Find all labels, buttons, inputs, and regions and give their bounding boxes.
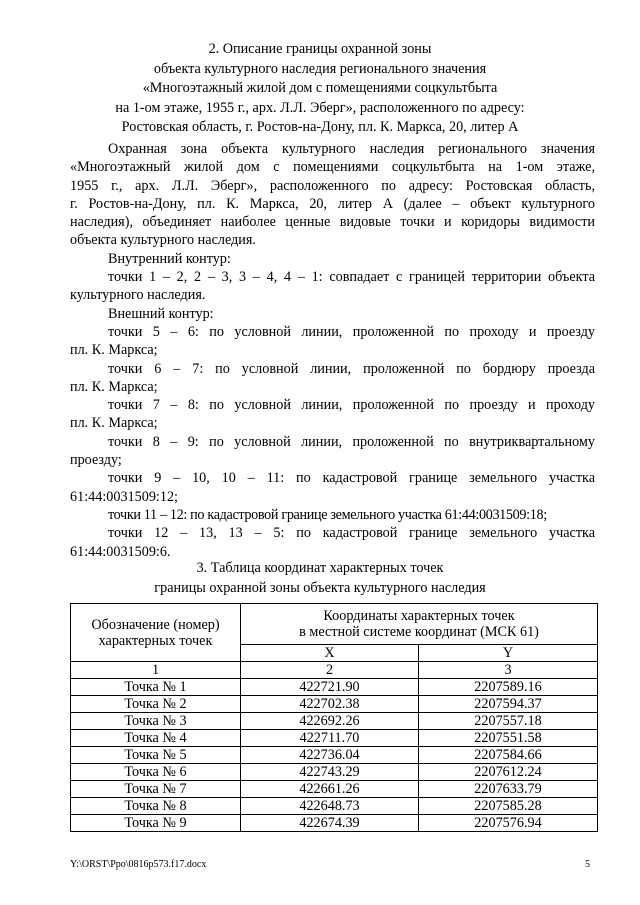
- point-label: Точка № 8: [71, 798, 241, 815]
- point-label: Точка № 6: [71, 764, 241, 781]
- intro-line: г. Ростов-на-Дону, пл. К. Маркса, 20, литер А (далее – объект культурного: [70, 195, 595, 212]
- outer-item-line: точки 7 – 8: по условной линии, проложенной по проезду и проходу: [108, 397, 595, 414]
- inner-contour-label: Внутренний контур:: [108, 250, 231, 267]
- table-row: [71, 798, 598, 815]
- intro-line: наследия), объединяет наиболее ценные видовые точки и коридоры видимости: [70, 214, 595, 231]
- outer-item-line: точки 8 – 9: по условной линии, проложенной по внутриквартальному: [108, 433, 595, 450]
- y-value: 2207584.66: [419, 747, 598, 764]
- footer-page-number: 5: [585, 859, 590, 870]
- x-value: 422674.39: [241, 815, 419, 832]
- column-number-row: [71, 662, 598, 679]
- x-value: 422711.70: [241, 730, 419, 747]
- table-row: [71, 679, 598, 696]
- table-row: [71, 730, 598, 747]
- header-line: характерных точек: [98, 632, 213, 649]
- x-value: 422692.26: [241, 713, 419, 730]
- outer-item-line: точки 11 – 12: по кадастровой границе земельного участка 61:44:0031509:18;: [108, 506, 547, 523]
- table-row: [71, 815, 598, 832]
- heading-line: 3. Таблица координат характерных точек: [196, 560, 444, 576]
- column-number: 3: [419, 662, 598, 679]
- table-row: [71, 713, 598, 730]
- column-number: 2: [241, 662, 419, 679]
- x-value: 422743.29: [241, 764, 419, 781]
- x-value: 422661.26: [241, 781, 419, 798]
- x-value: 422702.38: [241, 696, 419, 713]
- table-body: [71, 604, 598, 832]
- table-row: [71, 781, 598, 798]
- point-label: Точка № 3: [71, 713, 241, 730]
- table-header-row: [71, 604, 598, 645]
- intro-line: «Многоэтажный жилой дом с помещениями соцкультбыта на 1-ом этаже,: [70, 159, 595, 176]
- column-number: 1: [71, 662, 241, 679]
- table-row: [71, 747, 598, 764]
- y-value: 2207589.16: [419, 679, 598, 696]
- x-header: X: [241, 645, 419, 662]
- y-value: 2207576.94: [419, 815, 598, 832]
- y-value: 2207551.58: [419, 730, 598, 747]
- heading-line: «Многоэтажный жилой дом с помещениями соцкультбыта: [142, 80, 498, 96]
- point-label: Точка № 5: [71, 747, 241, 764]
- outer-item-line: пл. К. Маркса;: [70, 378, 158, 395]
- outer-contour-label: Внешний контур:: [108, 305, 214, 322]
- point-designation-header: [71, 604, 241, 662]
- coordinates-header: [241, 604, 598, 645]
- heading-line: 2. Описание границы охранной зоны: [208, 41, 432, 57]
- point-label: Точка № 4: [71, 730, 241, 747]
- y-value: 2207633.79: [419, 781, 598, 798]
- footer-file-path: Y:\ORST\Ppo\0816p573.f17.docx: [70, 859, 207, 870]
- heading-line: границы охранной зоны объекта культурного наследия: [154, 579, 486, 596]
- point-label: Точка № 2: [71, 696, 241, 713]
- heading-line: на 1-ом этаже, 1955 г., арх. Л.Л. Эберг», расположенного по адресу:: [115, 99, 525, 116]
- y-value: 2207557.18: [419, 713, 598, 730]
- point-label: Точка № 7: [71, 781, 241, 798]
- header-line: Координаты характерных точек: [323, 608, 515, 624]
- outer-item-line: пл. К. Маркса;: [70, 415, 158, 432]
- x-value: 422648.73: [241, 798, 419, 815]
- inner-contour-line: культурного наследия.: [70, 287, 206, 304]
- intro-line: Охранная зона объекта культурного наследия регионального значения: [108, 141, 595, 157]
- outer-item-line: проезду;: [70, 452, 122, 469]
- heading-line: объекта культурного наследия регионального значения: [153, 60, 487, 77]
- outer-item-line: точки 6 – 7: по условной линии, проложенной по бордюру проезда: [108, 360, 595, 377]
- outer-item-line: точки 9 – 10, 10 – 11: по кадастровой границе земельного участка: [108, 470, 595, 487]
- outer-item-line: 61:44:0031509:12;: [70, 488, 178, 505]
- y-value: 2207585.28: [419, 798, 598, 815]
- intro-line: объекта культурного наследия.: [70, 232, 256, 249]
- table-row: [71, 764, 598, 781]
- y-value: 2207594.37: [419, 696, 598, 713]
- coordinates-table: [70, 603, 598, 832]
- header-line: в местной системе координат (МСК 61): [299, 624, 539, 640]
- section-2-heading: [60, 40, 580, 138]
- inner-contour-line: точки 1 – 2, 2 – 3, 3 – 4, 4 – 1: совпадает с границей территории объекта: [108, 269, 595, 286]
- y-value: 2207612.24: [419, 764, 598, 781]
- table-row: [71, 696, 598, 713]
- y-header: Y: [419, 645, 598, 662]
- point-label: Точка № 9: [71, 815, 241, 832]
- outer-item-line: пл. К. Маркса;: [70, 342, 158, 359]
- section-3-heading: [60, 559, 580, 598]
- x-value: 422736.04: [241, 747, 419, 764]
- section-2-body: [70, 140, 595, 561]
- outer-item-line: точки 5 – 6: по условной линии, проложенной по проходу и проезду: [108, 323, 595, 340]
- outer-item-line: 61:44:0031509:6.: [70, 543, 171, 560]
- point-label: Точка № 1: [71, 679, 241, 696]
- outer-item-line: точки 12 – 13, 13 – 5: по кадастровой границе земельного участка: [108, 525, 595, 542]
- header-line: Обозначение (номер): [91, 616, 220, 633]
- x-value: 422721.90: [241, 679, 419, 696]
- intro-line: 1955 г., арх. Л.Л. Эберг», расположенного по адресу: Ростовская область,: [70, 177, 595, 194]
- heading-line: Ростовская область, г. Ростов-на-Дону, пл. К. Маркса, 20, литер А: [121, 119, 519, 135]
